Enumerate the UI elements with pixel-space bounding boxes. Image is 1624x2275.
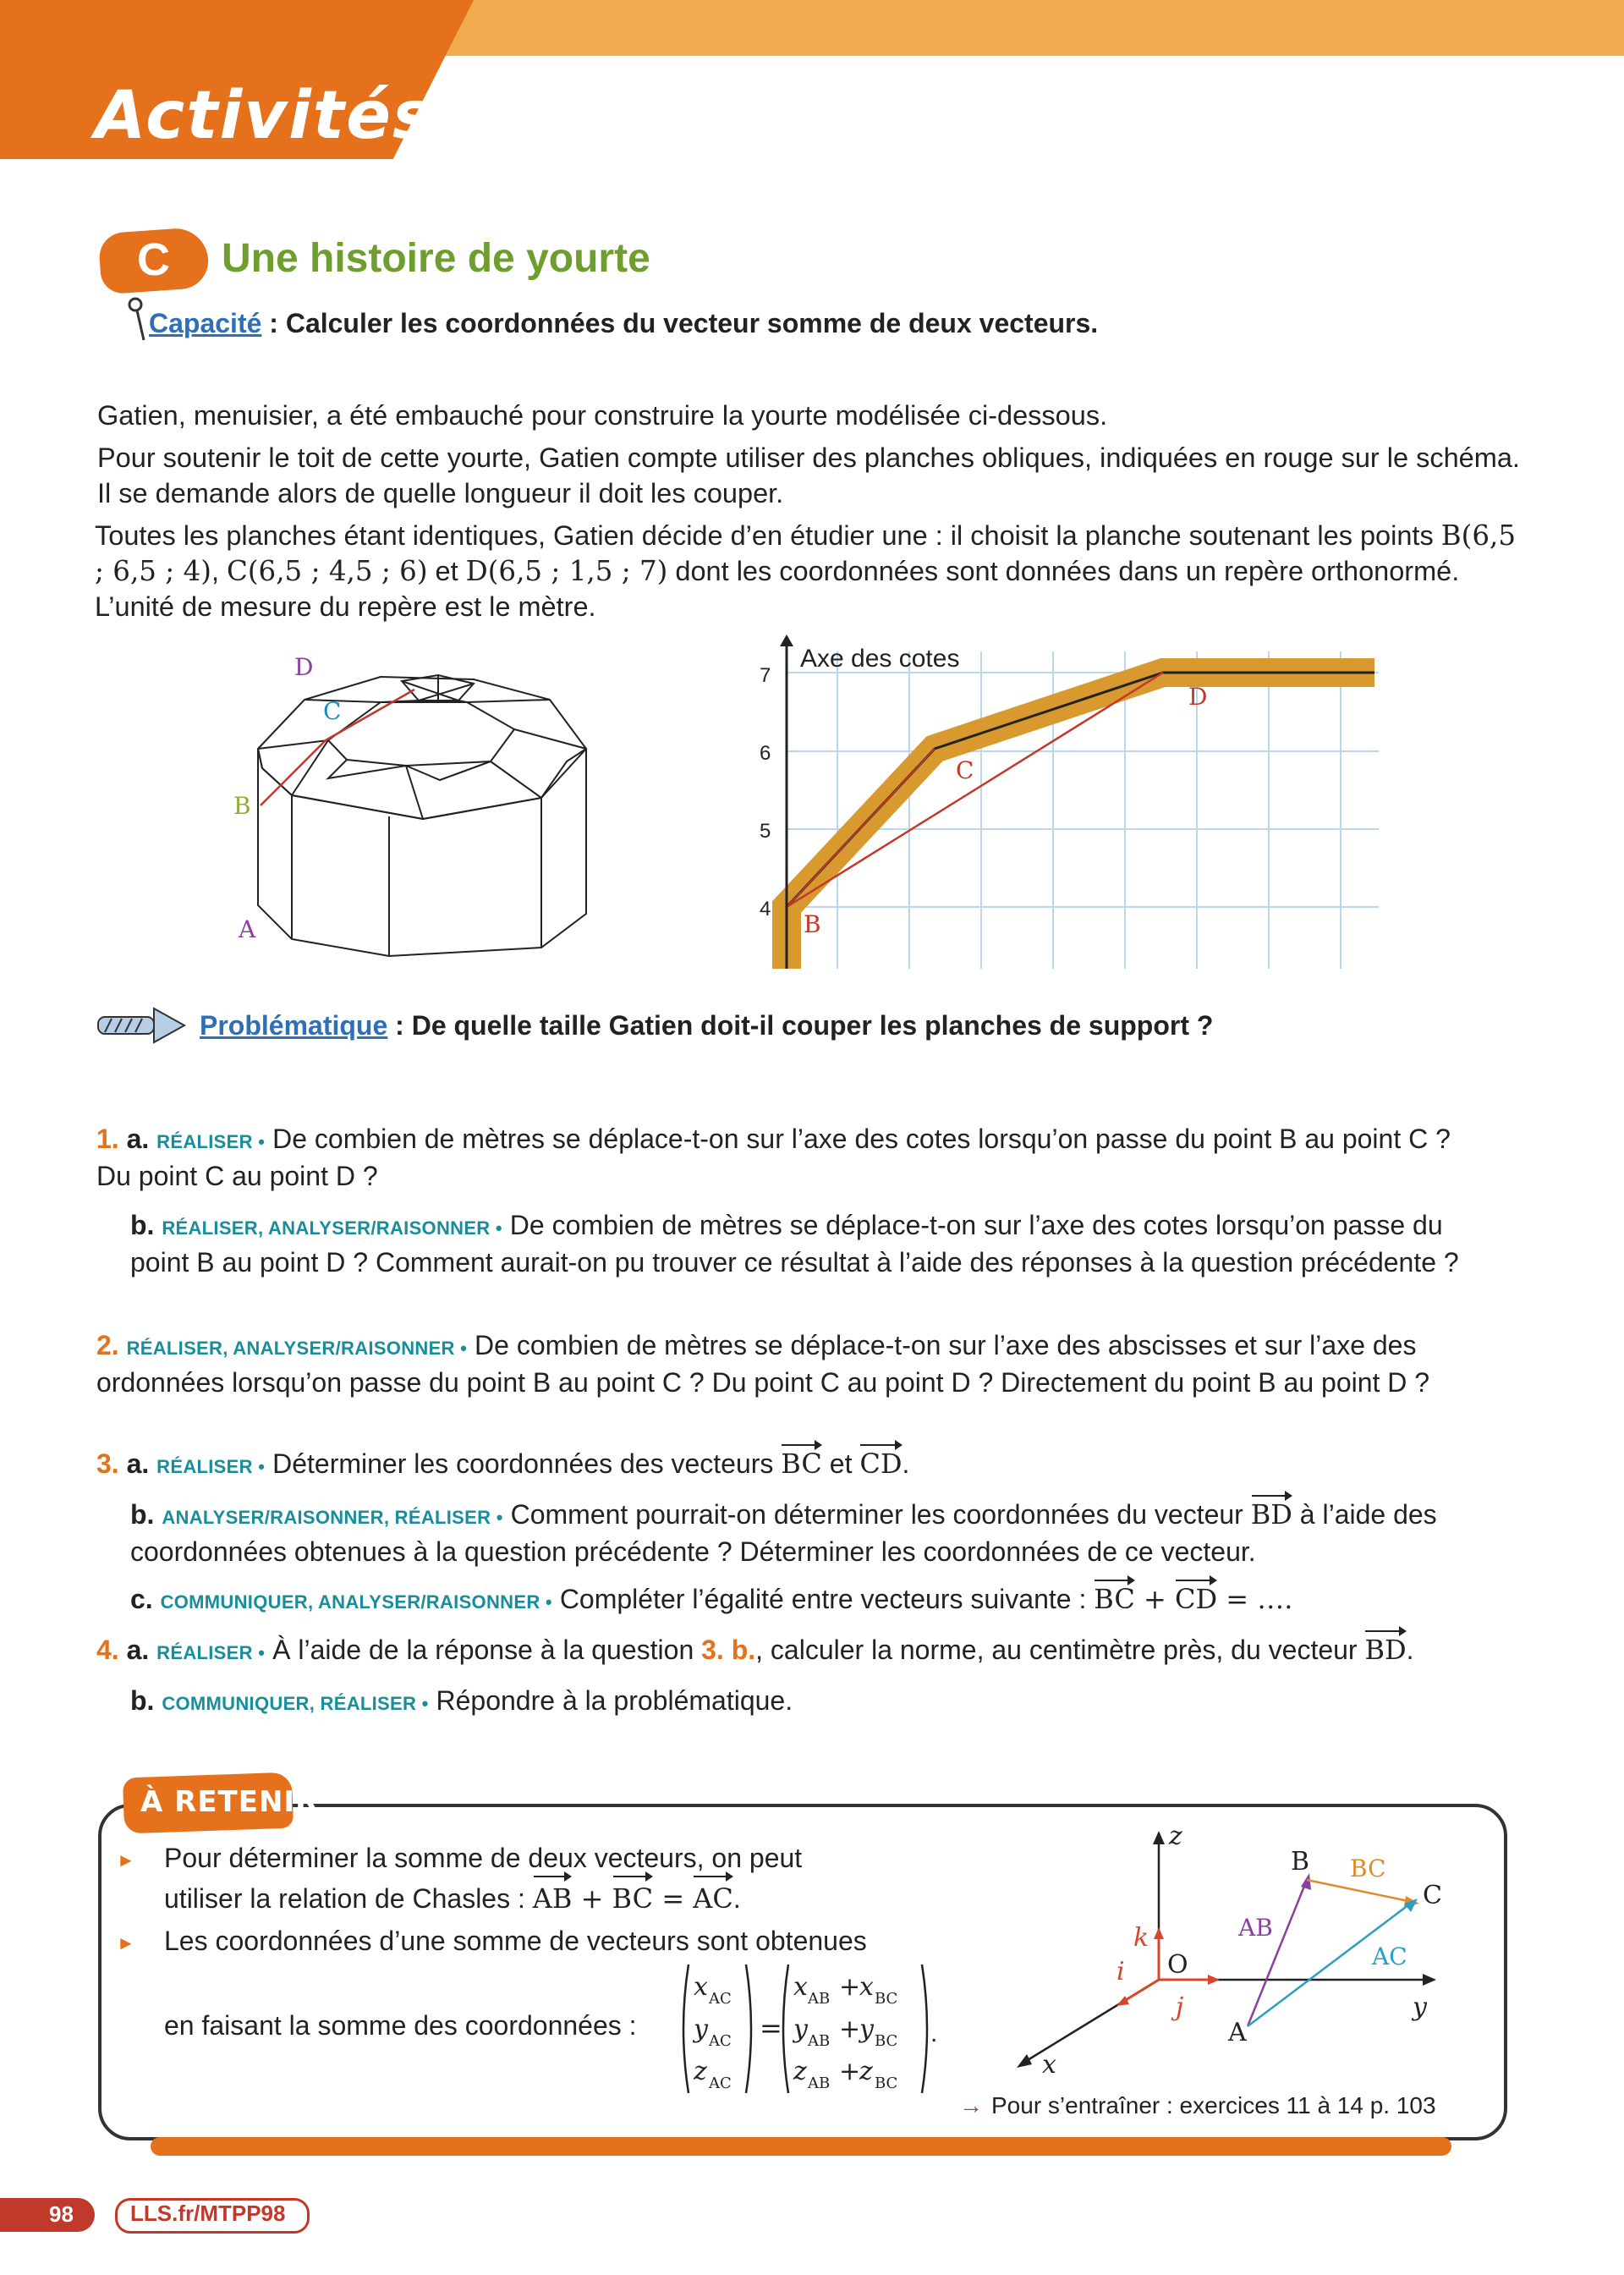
yurt-label-d: D	[294, 653, 314, 681]
z-axis-arrow-icon	[780, 635, 793, 646]
vector-ab: AB	[533, 1878, 573, 1919]
section-letter: C	[137, 234, 170, 285]
point-c-coords: C(6,5 ; 4,5 ; 6)	[227, 555, 428, 587]
q1b-skill: RÉALISER, ANALYSER/RAISONNER •	[162, 1217, 502, 1239]
intro-paragraph-3	[95, 518, 1533, 624]
q4a-text-2: , calculer la norme, au centimètre près, du vecteur	[755, 1635, 1365, 1665]
retenir-b1-end: .	[732, 1883, 741, 1914]
matrix-sub-ab-1: AB	[808, 1990, 831, 2008]
q3c-skill: COMMUNIQUER, ANALYSER/RAISONNER •	[160, 1591, 552, 1613]
training-line[interactable]	[959, 2092, 1436, 2119]
retenir-bullet-2-line-1: Les coordonnées d’une somme de vecteurs sont obtenues	[164, 1926, 867, 1956]
intro-paragraph-2: Pour soutenir le toit de cette yourte, Gatien compte utiliser des planches obliques, indiquées en rouge sur le schéma. Il se demande alors de quelle longueur il doit les couper.	[97, 442, 1520, 508]
matrix-sub-ac-2: AC	[709, 2032, 732, 2050]
vector-bd: BD	[1250, 1498, 1292, 1530]
matrix-z-ac: z	[694, 2057, 707, 2086]
q3a-skill: RÉALISER •	[156, 1456, 266, 1477]
matrix-period: .	[930, 2019, 938, 2047]
yurt-wireframe	[258, 675, 586, 956]
q3a-label: a.	[126, 1448, 150, 1479]
retenir-bullet-1-line-2	[164, 1878, 741, 1919]
matrix-sub-bc-1: BC	[875, 1990, 898, 2008]
matrix-sub-ab-3: AB	[808, 2074, 831, 2092]
label-point-b: B	[1291, 1847, 1310, 1877]
q2-number: 2.	[96, 1330, 119, 1360]
label-vector-j: j	[1176, 1992, 1184, 2022]
label-origin: O	[1167, 1950, 1188, 1980]
q4-number: 4.	[96, 1635, 119, 1665]
q4a-skill: RÉALISER •	[156, 1642, 266, 1663]
label-vector-ab: AB	[1238, 1914, 1273, 1942]
q3a-end: .	[902, 1448, 910, 1479]
vector-cd: CD	[859, 1448, 903, 1480]
point-d-coords: D(6,5 ; 1,5 ; 7)	[465, 555, 668, 587]
retenir-b1-text: utiliser la relation de Chasles :	[164, 1883, 533, 1914]
matrix-y-ac: y	[694, 2014, 708, 2044]
q3-number: 3.	[96, 1448, 119, 1479]
retenir-underline	[151, 2137, 1451, 2156]
question-3b	[130, 1497, 1501, 1569]
q1-number: 1.	[96, 1124, 119, 1154]
j-vector-arrow-icon	[1208, 1975, 1220, 1985]
label-z: z	[1169, 1822, 1182, 1851]
retenir-bullet-1-line-1: Pour déterminer la somme de deux vecteurs, on peut	[164, 1843, 803, 1873]
q3c-end: = ….	[1217, 1583, 1293, 1615]
matrix-sub-bc-3: BC	[875, 2074, 898, 2092]
label-vector-i: i	[1116, 1957, 1125, 1987]
yurt-label-a: A	[239, 915, 256, 943]
page-number-badge	[0, 2198, 95, 2232]
intro-p3-end: dont les coordonnées sont données dans un repère orthonormé. L’unité de mesure du repère est le mètre.	[95, 556, 1460, 622]
label-vector-k: k	[1133, 1923, 1149, 1953]
q3c-plus: +	[1134, 1583, 1175, 1615]
q4a-end: .	[1406, 1635, 1414, 1665]
q3c-text: Compléter l’égalité entre vecteurs suivante :	[551, 1584, 1095, 1614]
matrix-plus-2: +	[839, 2014, 861, 2044]
problematique-arrow-icon	[95, 1007, 188, 1044]
q3b-text-2: à l’aide des coordonnées obtenues à la question précédente ? Déterminer les coordonnées de ce vecteur.	[130, 1499, 1437, 1567]
question-3a	[96, 1447, 1492, 1484]
matrix-sub-ac-1: AC	[709, 1990, 732, 2008]
retenir-bullet-2-line-2: en faisant la somme des coordonnées :	[164, 2010, 637, 2041]
matrix-plus-3: +	[839, 2057, 861, 2086]
pin-icon	[127, 296, 149, 343]
bullet-icon: ►	[117, 1849, 135, 1871]
q4b-skill: COMMUNIQUER, RÉALISER •	[162, 1693, 429, 1714]
vector-bc: BC	[781, 1448, 822, 1480]
vector-ac: AC	[693, 1878, 733, 1919]
intro-sep-1: ,	[211, 556, 227, 586]
matrix-sub-ac-3: AC	[709, 2074, 732, 2092]
matrix-y-bc: y	[859, 2014, 874, 2044]
k-vector-arrow-icon	[1154, 1927, 1164, 1939]
q1a-text: De combien de mètres se déplace-t-on sur l’axe des cotes lorsqu’on passe du point B au point C ? Du point C au point D ?	[96, 1124, 1451, 1191]
q1b-label: b.	[130, 1210, 155, 1240]
chart-label-c: C	[956, 756, 974, 784]
arrow-right-icon: →	[959, 2092, 983, 2118]
vector-bd-norm: BD	[1364, 1634, 1407, 1666]
retenir-plus: +	[572, 1882, 612, 1915]
z-arrow-icon	[1153, 1831, 1165, 1844]
footer-link[interactable]: LLS.fr/MTPP98	[130, 2201, 286, 2226]
yurt-label-c: C	[323, 697, 342, 725]
matrix-x-bc: x	[859, 1972, 874, 2002]
q4b-text: Répondre à la problématique.	[428, 1685, 793, 1716]
q3a-and: et	[821, 1448, 860, 1479]
retenir-label: À RETENIR	[140, 1785, 319, 1819]
point-b-coords: B(6,5 ; 6,5 ; 4)	[95, 519, 1516, 587]
question-3c	[130, 1582, 1501, 1619]
matrix-sub-bc-2: BC	[875, 2032, 898, 2050]
training-text[interactable]: Pour s’entraîner : exercices 11 à 14 p. 103	[991, 2092, 1436, 2118]
page-number: 98	[49, 2201, 74, 2227]
label-point-a: A	[1228, 2018, 1247, 2047]
vector-bc-chasles: BC	[612, 1878, 654, 1919]
question-1a	[96, 1122, 1492, 1194]
label-vector-ac: AC	[1372, 1943, 1407, 1970]
vector-bc-sum: BC	[1094, 1583, 1135, 1615]
q3b-text-1: Comment pourrait-on déterminer les coordonnées du vecteur	[502, 1499, 1251, 1530]
q4b-label: b.	[130, 1685, 155, 1716]
q2-skill: RÉALISER, ANALYSER/RAISONNER •	[126, 1338, 468, 1359]
matrix-plus-1: +	[839, 1972, 861, 2002]
q4a-text-1: À l’aide de la réponse à la question	[265, 1635, 702, 1665]
bullet-icon: ►	[117, 1932, 135, 1954]
intro-sep-2: et	[427, 556, 466, 586]
tick-4: 4	[760, 898, 771, 920]
matrix-equals: =	[760, 2012, 782, 2044]
question-1b	[130, 1208, 1501, 1280]
yurt-diagram	[220, 635, 677, 973]
vector-bc-line	[1307, 1880, 1413, 1902]
matrix-z-bc: z	[859, 2057, 873, 2086]
label-x: x	[1042, 2050, 1056, 2080]
q3c-label: c.	[130, 1584, 153, 1614]
section-title: Une histoire de yourte	[222, 236, 650, 281]
intro-paragraph-1: Gatien, menuisier, a été embauché pour construire la yourte modélisée ci-dessous.	[97, 400, 1108, 431]
matrix-y-ab: y	[793, 2014, 808, 2044]
tick-5: 5	[760, 820, 771, 843]
q1a-label: a.	[126, 1124, 150, 1154]
question-4b	[130, 1684, 1501, 1721]
matrix-z-ab: z	[793, 2057, 807, 2086]
q3b-label: b.	[130, 1499, 155, 1530]
q3b-skill: ANALYSER/RAISONNER, RÉALISER •	[162, 1507, 503, 1528]
question-4a	[96, 1633, 1492, 1670]
x-arrow-icon	[1017, 2054, 1032, 2068]
intro-p3-start: Toutes les planches étant identiques, Gatien décide d’en étudier une : il choisit la planche soutenant les points	[95, 520, 1441, 551]
chart-axis-title: Axe des cotes	[800, 645, 960, 673]
label-point-c: C	[1423, 1881, 1442, 1910]
page-title: Activités	[95, 78, 434, 154]
q3a-text: Déterminer les coordonnées des vecteurs	[265, 1448, 782, 1479]
q4a-label: a.	[126, 1635, 150, 1665]
question-2	[96, 1328, 1492, 1400]
repere-diagram	[1007, 1819, 1480, 2081]
i-vector-arrow-icon	[1116, 1996, 1129, 2006]
chart-label-b: B	[804, 910, 821, 938]
yurt-label-b: B	[233, 792, 251, 820]
q1a-skill: RÉALISER •	[156, 1131, 266, 1152]
problematique-text: : De quelle taille Gatien doit-il couper les planches de support ?	[387, 1010, 1214, 1041]
capacite-text: : Calculer les coordonnées du vecteur somme de deux vecteurs.	[261, 308, 1099, 338]
matrix-x-ac: x	[694, 1972, 708, 2002]
tick-7: 7	[760, 664, 771, 687]
label-vector-bc: BC	[1350, 1855, 1386, 1882]
chart-plank-bd	[787, 673, 1163, 907]
q2-text: De combien de mètres se déplace-t-on sur l’axe des abscisses et sur l’axe des ordonnées lorsqu’on passe du point B au point C ? Du point C au point D ? Directement du point B au point D ?	[96, 1330, 1430, 1398]
retenir-equals: =	[653, 1882, 694, 1915]
coordinate-sum-matrices	[677, 1961, 939, 2096]
problematique-line	[200, 1010, 1213, 1041]
problematique-label: Problématique	[200, 1010, 388, 1041]
vector-cd-sum: CD	[1174, 1583, 1218, 1615]
profile-chart	[744, 635, 1387, 973]
chart-label-d: D	[1188, 683, 1208, 711]
matrix-sub-ab-2: AB	[808, 2032, 831, 2050]
y-arrow-icon	[1423, 1974, 1436, 1986]
capacite-label: Capacité	[149, 308, 262, 338]
tick-6: 6	[760, 742, 771, 765]
label-y: y	[1413, 1992, 1427, 2022]
q1b-text: De combien de mètres se déplace-t-on sur l’axe des cotes lorsqu’on passe du point B au point D ? Comment aurait-on pu trouver ce résultat à l’aide des réponses à la question précédente ?	[130, 1210, 1459, 1278]
capacite-line	[149, 308, 1098, 339]
q4a-ref: 3. b.	[701, 1635, 756, 1665]
matrix-x-ab: x	[793, 1972, 808, 2002]
roof-profile-band	[787, 673, 1374, 969]
